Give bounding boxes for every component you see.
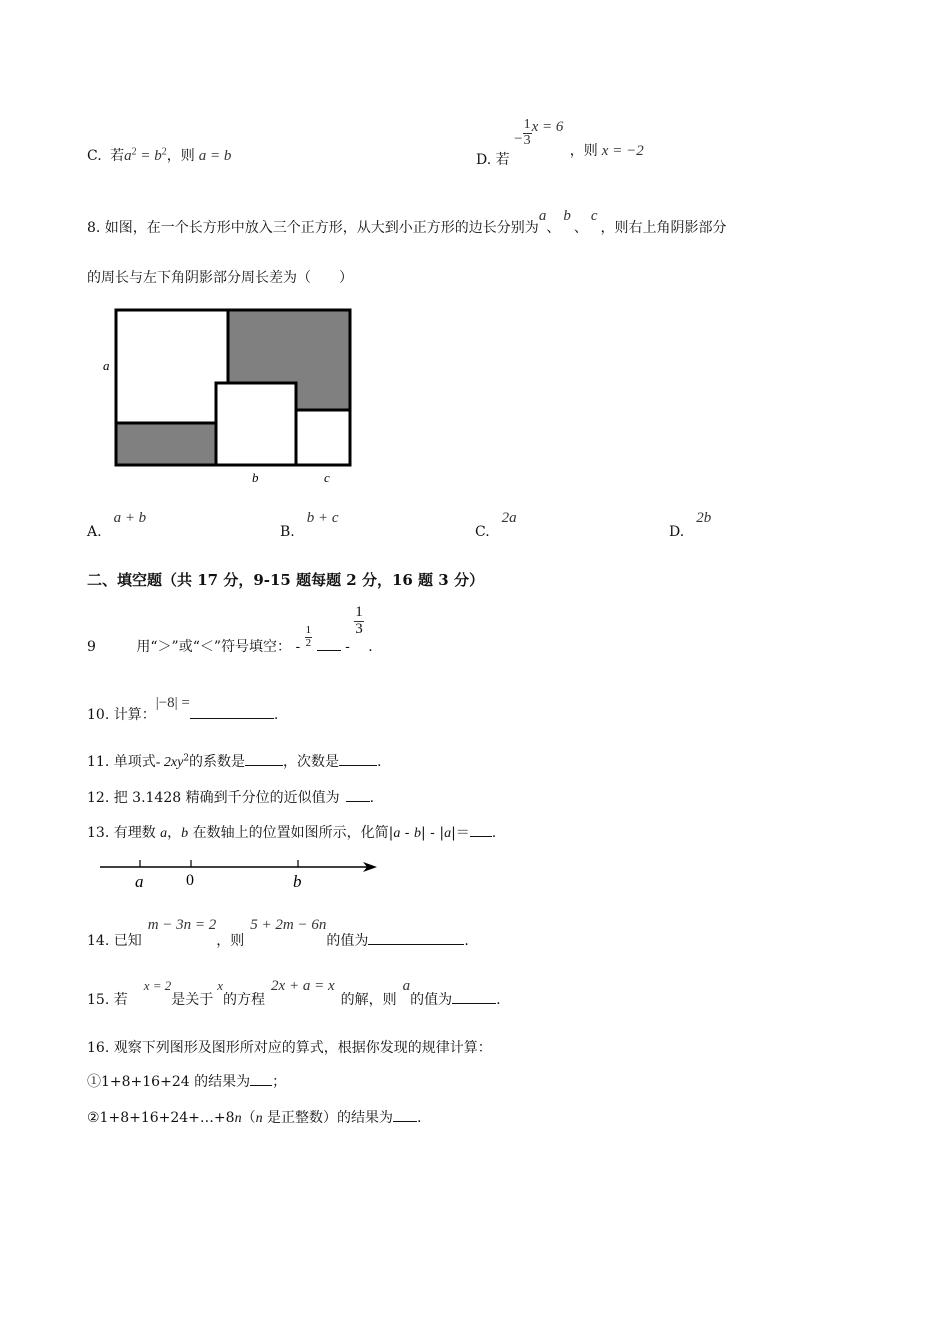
q13: 13. 有理数 a，b 在数轴上的位置如图所示，化简|a - b| - |a|＝ . (87, 822, 496, 842)
q8-rectangle-figure (95, 300, 365, 495)
q8-line2: 的周长与左下角阴影部分周长差为（ ） (87, 270, 353, 286)
axis-label-a: a (135, 872, 144, 891)
q14: 14. 已知m − 3n = 2，则5 + 2m − 6n的值为 . (87, 917, 469, 949)
q13-answer-blank[interactable] (470, 822, 492, 837)
q9-fraction-2: $\frac{1}{3}$ (355, 604, 363, 637)
q8-option-d[interactable]: D.2b (669, 510, 712, 540)
square-c (296, 410, 350, 465)
q9-fraction-1: $\frac{1}{2}$ (305, 624, 312, 649)
q16-line1: 16. 观察下列图形及图形所对应的算式，根据你发现的规律计算： (87, 1040, 492, 1056)
q8-option-a[interactable]: A.a + b (87, 510, 147, 540)
axis-label-zero: 0 (186, 872, 194, 889)
q14-answer-blank[interactable] (368, 930, 464, 945)
q10-answer-blank[interactable] (190, 704, 274, 719)
label-c: c (324, 470, 330, 485)
label-a: a (103, 358, 110, 373)
q11-coefficient-blank[interactable] (245, 751, 283, 766)
q9: 9 用“＞”或“＜”符号填空： - $\frac{1}{2}$ - $\frac{1}{3}$ . (87, 604, 373, 656)
q16-part1: ①1+8+16+24 的结果为 ； (87, 1071, 286, 1091)
bottom-left-shaded (116, 423, 216, 465)
q7-option-d: D. 若 − $\frac{1}{3}$ x = 6 ，则 x = −2 (476, 117, 644, 169)
q10: 10. 计算：|−8| =. (87, 695, 279, 723)
q8-line1: 8. 如图，在一个长方形中放入三个正方形，从大到小正方形的边长分别为a、b、c，则右上角阴影部分 (87, 208, 727, 236)
q16-part1-blank[interactable] (250, 1071, 272, 1086)
q7-d-fraction: $\frac{1}{3}$ (523, 117, 531, 148)
q15: 15. 若x = 2是关于x的方程2x + a = x的解，则a的值为 . (87, 978, 501, 1008)
q16-part2: ②1+8+16+24+…+8n（n 是正整数）的结果为 . (87, 1107, 421, 1127)
axis-label-b: b (293, 872, 302, 891)
square-a (116, 310, 228, 423)
q12-answer-blank[interactable] (346, 787, 370, 802)
q11: 11. 单项式- $2xy^2$的系数是 ，次数是 . (87, 751, 382, 771)
q12: 12. 把 3.1428 精确到千分位的近似值为 . (87, 787, 374, 807)
q11-degree-blank[interactable] (339, 751, 377, 766)
q9-answer-blank[interactable] (317, 636, 341, 651)
q13-number-line (95, 853, 385, 893)
label-b: b (252, 470, 259, 485)
q8-options (87, 510, 867, 546)
q7-option-c: C. 若$a^2 = b^2$，则 a = b (87, 146, 232, 164)
q8-option-c[interactable]: C.2a (475, 510, 517, 540)
square-b (216, 383, 296, 465)
q15-answer-blank[interactable] (452, 989, 496, 1004)
q16-part2-blank[interactable] (393, 1107, 417, 1122)
q8-option-b[interactable]: B.b + c (280, 510, 339, 540)
section-title: 二、填空题（共 17 分，9-15 题每题 2 分，16 题 3 分） (87, 571, 484, 589)
